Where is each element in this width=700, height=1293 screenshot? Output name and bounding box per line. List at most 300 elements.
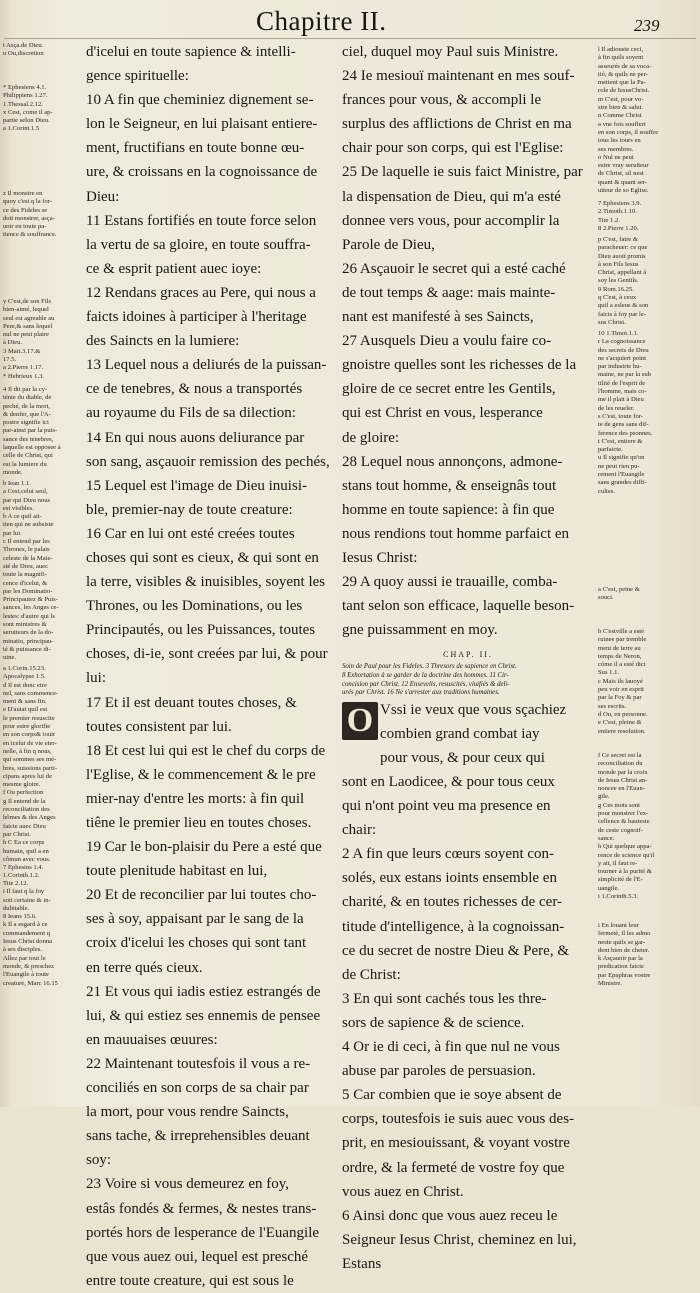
text-line: la mort, pour vous rendre Saincts,: [86, 1104, 289, 1121]
margin-note-line: noncee en l'Euan-: [598, 785, 645, 793]
text-line: choses qui sont es cieux, & qui sont en: [86, 549, 319, 566]
margin-note-line: rence de science qu'il: [598, 851, 655, 859]
text-line: 2 A fin que leurs cœurs soyent con-: [342, 846, 555, 863]
text-line: gence spirituelle:: [86, 68, 189, 85]
margin-note-line: cipans apres lui de: [3, 772, 52, 780]
margin-note-line: reconciliation du: [598, 760, 643, 768]
text-line: sont en Laodicee, & pour tous ceux: [342, 774, 555, 790]
text-line: 28 Lequel nous annonçons, admone-: [342, 453, 563, 470]
margin-note-line: Christ, appellant à: [598, 269, 647, 277]
margin-note-line: minatio, principau-: [3, 637, 54, 645]
text-line: la terre, visibles & inuisibles, soyent les: [86, 574, 326, 591]
text-line: en mauuaises œuures:: [86, 1031, 218, 1048]
text-line: Soin de Paul pour les Fideles. 3 Thresors de sapience en Christ.: [342, 663, 517, 671]
text-line: surplus des afflictions de Christ en ma: [342, 116, 572, 133]
margin-note-line: y C'est,de son Fils: [3, 298, 52, 305]
text-line: 10 A fin que cheminiez dignement se-: [86, 92, 314, 109]
text-line: que vous auez oui, lequel est presché: [86, 1248, 309, 1265]
chapter-opening: [342, 698, 594, 770]
text-line: son sang, asçauoir remission des pechés,: [86, 453, 330, 470]
margin-note-line: c Il entend par les: [3, 538, 50, 546]
text-line: corps, toutesfois ie suis auec vous des-: [342, 1111, 575, 1128]
margin-note-line: en son corps& iouir: [3, 731, 56, 739]
margin-note-line: est la lumiere du: [3, 460, 47, 468]
text-line: gne puissamment en moy.: [342, 622, 498, 639]
margin-note-line: lestes: d'autre qui ls: [3, 612, 55, 620]
margin-note-line: cultes.: [598, 487, 616, 495]
margin-note-line: mesme gloire.: [3, 781, 41, 789]
text-line: 24 Ie mesiouï maintenant en mes souf-: [342, 68, 575, 85]
text-line: au royaume du Fils de sa dilection:: [86, 405, 296, 422]
text-line: la vertu de sa gloire, en toute souffra-: [86, 236, 311, 253]
text-line: frances pour vous, & accompli le: [342, 92, 542, 109]
margin-note-line: tourner à la purité &: [598, 868, 652, 876]
text-line: lon le Seigneur, en lui plaisant entiere-: [86, 116, 318, 133]
margin-note-line: Principautez & Puis-: [3, 596, 58, 604]
margin-note-line: gile.: [598, 793, 610, 801]
text-line: conciliés en son corps de sa chair par: [86, 1080, 309, 1097]
margin-note-line: 17.5.: [3, 356, 17, 364]
margin-note-line: b A ce quil ait-: [3, 513, 42, 521]
margin-note-line: celle de Christ, qui: [3, 452, 53, 460]
margin-note-line: a 1.Corint.1.5: [3, 125, 40, 133]
margin-note-line: de Christ, sil nest: [598, 170, 644, 178]
text-line: ce du secret de nostre Dieu & Pere, &: [342, 942, 569, 959]
text-line: 16 Car en lui ont esté creées toutes: [86, 525, 295, 542]
margin-note-line: cellence & hauteste: [598, 818, 650, 826]
dropcap-letter: O: [342, 702, 378, 740]
margin-note-line: 8 2.Pierre 1.20.: [598, 224, 639, 232]
margin-note: [598, 236, 698, 327]
margin-note-line: ruinee par tremble: [598, 636, 647, 644]
margin-note-line: monde.: [3, 468, 23, 476]
verses-chapter-1-end: [342, 40, 594, 642]
text-line: ment, fructifians en toute bonne œu-: [86, 140, 305, 157]
margin-note-line: creature, Marc 16.15: [3, 979, 58, 987]
text-line: d'icelui en toute sapience & intelli-: [86, 44, 296, 60]
margin-note-line: 9 Rom.16.25.: [598, 285, 634, 293]
margin-note-line: b C'estville a esté: [598, 628, 645, 635]
text-line: soy:: [86, 1152, 112, 1169]
margin-note-line: sans grandes diffi-: [598, 479, 647, 487]
margin-note-line: le premier resuscite: [3, 714, 55, 722]
margin-note-line: nelle, à fin q nous,: [3, 747, 52, 755]
margin-note-line: en icelui de vie eter-: [3, 739, 57, 747]
chapter-summary: [342, 663, 594, 697]
text-column-right: [342, 40, 594, 1276]
margin-note-line: celeste de la Maie-: [3, 554, 53, 562]
text-line: Thrones, ou les Dominations, ou les: [86, 598, 303, 615]
margin-note-line: u Il signifie qu'on: [598, 454, 645, 462]
margin-note-line: g Ces mots sont: [598, 801, 640, 809]
margin-note-line: de Iesus Christ an-: [598, 776, 648, 784]
text-line: 14 En qui nous auons deliurance par: [86, 429, 305, 446]
margin-note-line: sté de Dieu, auec: [3, 562, 49, 570]
text-line: solés, eux estans ioints ensemble en: [342, 870, 557, 887]
text-line: chair:: [342, 822, 377, 839]
text-line: abuse par paroles de persuasion.: [342, 1063, 536, 1080]
margin-note-line: a C'est, peine &: [598, 586, 640, 593]
text-line: qui n'ont point veu ma presence en: [342, 798, 551, 815]
margin-note-line: asseurés de sa voca-: [598, 62, 652, 70]
margin-note-line: faicts à foy par le-: [598, 310, 646, 318]
text-line: 29 A quoy aussi ie trauaille, comba-: [342, 574, 558, 591]
text-line: croix d'icelui les choses qui sont tant: [86, 935, 307, 952]
margin-note-line: seul est agreable au: [3, 314, 55, 322]
text-line: sors de sapience & de science.: [342, 1014, 525, 1031]
text-line: toutes consistent par lui.: [86, 718, 232, 735]
margin-note-line: a 1.Corin.15.23.: [3, 665, 46, 672]
margin-note-line: sus Christ.: [598, 318, 626, 326]
margin-note-line: nul ne peut plaire: [3, 331, 49, 339]
margin-note-line: cóme il a esté dict: [598, 661, 646, 669]
margin-note-line: 8 Ieans 15.6.: [3, 913, 37, 921]
margin-note-line: peché, de la mort,: [3, 402, 51, 410]
margin-note-line: tien qui ne subsiste: [3, 521, 54, 529]
margin-note-line: par Epaphras vostre: [598, 971, 651, 979]
margin-note-line: ténie du diable, de: [3, 394, 52, 402]
margin-note-line: laquelle est opposee à: [3, 444, 61, 452]
margin-note-line: u Ou,discretion: [3, 50, 44, 58]
margin-note-line: ference des psonnes.: [598, 429, 653, 437]
margin-note-line: ses escrits.: [598, 702, 627, 710]
margin-note-line: rement l'Euangile: [598, 471, 645, 479]
text-line: vous auez en Christ.: [342, 1183, 464, 1200]
margin-note-line: 1.Corinth.1.2.: [3, 872, 40, 880]
margin-note-line: sont ministres &: [3, 621, 47, 629]
margin-note-line: p C'est, faire &: [598, 236, 639, 243]
margin-note-line: par lui.: [3, 529, 22, 537]
margin-note-line: entiere resolution.: [598, 727, 646, 735]
margin-note-line: 10 1.Timot.1.1.: [598, 330, 639, 337]
margin-note-line: postre signifie ici: [3, 419, 49, 427]
margin-note-line: h Qui quelque appa-: [598, 843, 652, 851]
margin-note-line: tous les iours en: [598, 137, 641, 145]
margin-note-line: k Asçauoir par la: [598, 955, 643, 963]
text-line: qui est Christ en vous, lesperance: [342, 405, 543, 422]
margin-note-line: uangile.: [598, 884, 620, 892]
margin-note-line: x Cest, come il ap-: [3, 108, 53, 116]
margin-note-line: peu voir en esprit: [598, 686, 644, 694]
margin-note-line: Tite 2.12.: [3, 880, 29, 887]
margin-note-line: tió, & quils ne per-: [598, 70, 648, 78]
text-line: concision par Christ. 12 Ensevelis, resuscités, viuifiés & deli-: [342, 680, 510, 688]
text-line: 25 De laquelle ie suis faict Ministre, par: [342, 164, 583, 181]
margin-note-line: g Il entend de la: [3, 797, 46, 805]
margin-note-line: mettent que la Pa-: [598, 79, 646, 87]
header-rule: [4, 38, 696, 39]
margin-note-line: role de IesusChrist.: [598, 87, 650, 95]
text-line: la dispensation de Dieu, qui m'a esté: [342, 188, 561, 205]
margin-note-line: monde par la croix: [598, 768, 648, 776]
margin-note-line: Pere,& sans lequel: [3, 322, 53, 330]
text-line: des Saincts en la lumiere:: [86, 333, 240, 350]
margin-note: [3, 84, 77, 134]
margin-note: [598, 46, 698, 195]
text-line: prit, en mesiouissant, & voyant vostre: [342, 1135, 570, 1152]
margin-note-line: f Ou perfection: [3, 789, 44, 797]
margin-note-line: neste quils se gar-: [598, 938, 646, 946]
text-line: Dieu:: [86, 188, 120, 205]
text-line: de tout temps & aage: mais mainte-: [342, 284, 556, 301]
margin-note-line: par qui Dieu nous: [3, 496, 51, 504]
text-line: 4 Or ie di ceci, à fin que nul ne vous: [342, 1039, 560, 1056]
margin-note-line: qui sommes ses mé-: [3, 756, 57, 764]
margin-note-line: cence d'icelui, &: [3, 579, 48, 587]
margin-note-line: reconciliation des: [3, 806, 50, 814]
margin-note-line: ment & sans fin.: [3, 698, 47, 706]
text-line: lui:: [86, 670, 107, 687]
margin-note-line: Allez par tout le: [3, 954, 46, 962]
margin-note-line: des secrets de Dieu: [598, 346, 649, 354]
margin-note-line: e D'autat quil est: [3, 706, 48, 714]
margin-note: [598, 922, 698, 988]
margin-note-line: predication faicte: [598, 963, 644, 971]
margin-note-line: sance des tenebres,: [3, 435, 54, 443]
margin-note-line: h C Ea ce corps: [3, 839, 45, 847]
margin-note-line: à Dieu.: [3, 339, 23, 347]
text-line: 21 Et vous qui iadis estiez estrangés de: [86, 983, 321, 1000]
margin-note-line: maine, ne par la sub: [598, 371, 651, 379]
text-line: 15 Lequel est l'image de Dieu inuisi-: [86, 477, 307, 494]
text-line: 5 Car combien que ie soye absent de: [342, 1087, 562, 1104]
margin-note-line: humain, quil a en: [3, 847, 49, 855]
text-line: tant selon son efficace, laquelle beson-: [342, 598, 575, 615]
margin-note-line: Dieu auoit promis: [598, 252, 646, 260]
text-line: urés par Christ. 16 Ne s'arrester aux traditions humaines.: [342, 689, 500, 697]
margin-note: [3, 665, 77, 881]
margin-note-line: Philippiens 1.27.: [3, 92, 48, 100]
margin-note-line: uoir en toute pa-: [3, 223, 47, 231]
margin-note-line: en son corps, il souffre: [598, 128, 659, 136]
margin-note-line: par la Foy & par: [598, 694, 642, 702]
margin-note-line: sances, les Anges ce-: [3, 604, 59, 612]
text-line: ble, premier-nay de toute creature:: [86, 501, 293, 518]
text-line: choses, di-ie, sont creées par lui, & pour: [86, 646, 328, 663]
margin-note-line: d Il est donc etre: [3, 681, 47, 689]
margin-note-line: 7 Ephesiens 3.9.: [598, 200, 642, 207]
margin-note-line: bien-aimé, lequel: [3, 306, 49, 314]
margin-note-line: parfaicte.: [598, 446, 623, 454]
margin-note-line: Tite 1.2.: [598, 216, 620, 224]
margin-note-line: est visibles.: [3, 504, 34, 512]
margin-note-line: Thrones, le palais: [3, 546, 50, 554]
text-line: nous rendions tout homme parfaict en: [342, 525, 570, 542]
margin-note-line: par les Dominatio-: [3, 587, 53, 595]
text-line: mier-nay d'entre les morts: à fin quil: [86, 790, 305, 807]
text-column-left: [86, 40, 336, 1293]
margin-note: [3, 880, 77, 988]
margin-note-line: i 1.Corinth.5.3.: [598, 893, 639, 901]
text-line: ordre, & la fermeté de vostre foy que: [342, 1159, 565, 1176]
margin-note-line: partie selon Dieu.: [3, 117, 50, 125]
text-line: titude d'intelligence, à la cognoissan-: [342, 918, 565, 935]
margin-note-line: pour monstrer l'ex-: [598, 810, 649, 818]
margin-note-line: tilité de l'esprit de: [598, 379, 646, 387]
text-line: 12 Rendans graces au Pere, qui nous a: [86, 284, 316, 301]
chapter-heading: CHAP. II.: [443, 650, 493, 660]
margin-note-line: * Hebrieux 1.3.: [3, 372, 45, 380]
margin-note-line: e C'est, pleine &: [598, 719, 642, 727]
margin-note-line: k Il a esgard à ce: [3, 921, 48, 929]
chapter-title: Chapitre II.: [256, 6, 387, 36]
text-line: entre toute creature, qui est sous le: [86, 1272, 294, 1289]
margin-note-line: par Christ.: [3, 830, 31, 838]
margin-note-line: de les reueler.: [598, 404, 635, 412]
margin-note: [3, 298, 77, 381]
text-line: de Christ:: [342, 966, 401, 983]
margin-note-line: 1.Thessal.2.12.: [3, 100, 43, 108]
margin-note-line: ment de terre au: [598, 644, 641, 652]
margin-note-line: bres, suissions parti-: [3, 764, 58, 772]
text-line: combien grand combat iay: [380, 725, 540, 742]
text-line: homme en toute sapience: à fin que: [342, 501, 555, 518]
margin-note-line: par industrie hu-: [598, 363, 642, 371]
margin-note-line: me il plait à Dieu: [598, 396, 644, 404]
margin-note-line: t Asça.de Dieu.: [3, 42, 44, 49]
margin-note-line: Ministre.: [598, 980, 622, 988]
text-line: faicts idoines à participer à l'heritage: [86, 309, 307, 326]
text-line: 11 Estans fortifiés en toute force selon: [86, 212, 317, 229]
margin-note-line: nel, sans commence-: [3, 689, 59, 697]
margin-note-line: cômun avec vous.: [3, 855, 51, 863]
margin-note-line: sance.: [598, 834, 615, 842]
margin-note-line: simplicité de l'E-: [598, 876, 643, 884]
text-line: ce & esprit patient auec ioye:: [86, 260, 262, 277]
margin-note-line: monde, & preschez: [3, 962, 55, 970]
margin-note-line: 7 Ephesins 1.4.: [3, 864, 44, 872]
text-line: 8 Exhortation à se garder de la doctrine des hommes. 11 Cir-: [342, 671, 509, 679]
text-line: donnee vers vous, pour accomplir la: [342, 212, 560, 229]
text-line: estâs fondés & fermes, & nestes trans-: [86, 1200, 317, 1217]
margin-note-line: f Ce secret est la: [598, 752, 642, 759]
text-line: pour vous, & pour ceux qui: [380, 749, 545, 766]
margin-note: [3, 386, 77, 477]
margin-note-line: l Il adiouste ceci,: [598, 46, 644, 53]
margin-note-line: q C'est, à ceux: [598, 294, 637, 302]
margin-note-line: Iesus Christ donna: [3, 938, 53, 946]
margin-note-line: i En louant leur: [598, 922, 639, 929]
margin-note-line: 4 Il dit par la cy-: [3, 386, 48, 393]
text-line: 19 Car le bon-plaisir du Pere a esté que: [86, 839, 322, 856]
margin-note-line: quoy c'est q la for-: [3, 198, 53, 206]
margin-note-line: fermeté, il les admo: [598, 930, 651, 938]
text-line: 6 Ainsi donc que vous auez receu le: [342, 1207, 558, 1224]
margin-note: [3, 42, 77, 59]
margin-note-line: à son Fils Iesus: [598, 260, 639, 268]
margin-note-line: l'Euangile à toute: [3, 971, 49, 979]
text-line: 20 Et de reconcilier par lui toutes cho-: [86, 887, 317, 904]
margin-note-line: s C'est, toute for-: [598, 412, 644, 420]
text-line: 22 Maintenant toutesfois il vous a re-: [86, 1055, 311, 1072]
margin-note-line: dent bien de cheter.: [598, 946, 650, 954]
margin-note-line: uiteur de so Eglise.: [598, 187, 649, 195]
page-number: 239: [634, 16, 660, 35]
margin-note-line: ne peut rien pu-: [598, 462, 640, 470]
text-line: portés hors de lesperance de l'Euangile: [86, 1224, 320, 1241]
margin-note-line: à fin quils soyent: [598, 54, 644, 62]
text-line: Parole de Dieu,: [342, 236, 435, 253]
text-line: l'Eglise, & le commencement & le pre: [86, 766, 316, 783]
verses-chapter-2: [342, 770, 594, 1276]
text-line: 27 Ausquels Dieu a voulu faire co-: [342, 333, 552, 350]
margin-note-line: y ait, il faut re-: [598, 859, 638, 867]
text-line: gloire de ce secret entre les Gentils,: [342, 381, 556, 398]
margin-note-line: toute la magnifi-: [3, 571, 47, 579]
margin-note-line: a vne fois souffert: [598, 120, 646, 128]
text-line: 23 Voire si vous demeurez en foy,: [86, 1176, 290, 1193]
margin-note-line: estre vray seruiteur: [598, 162, 649, 170]
text-line: Estans: [342, 1255, 382, 1272]
margin-note-line: Apocalypse 1.5.: [3, 673, 46, 681]
margin-note-line: à ses disciples.: [3, 946, 43, 954]
text-line: toute plenitude habitast en lui,: [86, 863, 268, 880]
margin-note-line: soy les Gentils.: [598, 277, 639, 285]
margin-note-line: par-ainsi par la puis-: [3, 427, 58, 435]
margin-note-line: hômes & des Anges: [3, 814, 56, 822]
text-line: ce de tenebres, & nous a transportés: [86, 381, 303, 398]
margin-note-line: m C'est, pour vo-: [598, 95, 644, 103]
margin-note-line: soit certaine & in-: [3, 896, 51, 904]
text-line: ciel, duquel moy Paul suis Ministre.: [342, 44, 559, 60]
margin-note-line: souci.: [598, 594, 614, 602]
margin-note: [3, 190, 77, 240]
text-line: gnoistre quelles sont les richesses de la: [342, 357, 577, 374]
text-line: Principautés, ou les Puissances, toutes: [86, 622, 316, 639]
text-line: Vssi ie veux que vous sçachiez: [380, 701, 567, 718]
margin-note: [598, 628, 698, 736]
margin-note-line: doit monstrer, asça-: [3, 214, 55, 222]
margin-note-line: temps de Neron,: [598, 652, 642, 660]
margin-note-line: i Il faut q la foy: [3, 888, 45, 896]
text-line: 18 Et cest lui qui est le chef du corps de: [86, 742, 326, 759]
margin-note: [598, 752, 698, 901]
margin-note-line: té & puissance di-: [3, 645, 51, 653]
margin-note-line: uine.: [3, 654, 17, 662]
text-line: nant est manifesté à ses Saincts,: [342, 309, 534, 326]
text-line: Seigneur Iesus Christ, cheminez en lui,: [342, 1231, 577, 1248]
running-header: [0, 6, 700, 36]
margin-note-line: seruiteurs de la do-: [3, 629, 54, 637]
margin-note-line: Sus 1.1.: [598, 669, 620, 677]
margin-note-line: l'homme, mais co-: [598, 388, 647, 396]
margin-note-line: 2.Timoth.1.10.: [598, 208, 637, 216]
margin-note-line: & denfer, que l'A-: [3, 410, 51, 418]
text-line: chair pour son corps, qui est l'Eglise:: [342, 140, 564, 157]
margin-note-line: pour estre glorifie: [3, 723, 51, 731]
margin-note-line: t C'est, entiere &: [598, 437, 643, 445]
text-line: lui, & qui estiez ses ennemis de pensee: [86, 1007, 321, 1024]
margin-note-line: d Ou, en personne.: [598, 710, 648, 718]
margin-note: [598, 200, 698, 233]
margin-note-line: te de gens sans dif-: [598, 421, 649, 429]
margin-note: [3, 480, 77, 663]
margin-note-line: ne s'acquiert point: [598, 354, 647, 362]
text-line: 3 En qui sont cachés tous les thre-: [342, 990, 547, 1007]
margin-note-line: quant & quant ser-: [598, 178, 648, 186]
text-line: Iesus Christ:: [342, 549, 418, 566]
text-line: 26 Asçauoir le secret qui a esté caché: [342, 260, 566, 277]
margin-note-line: paracheuer: ce que: [598, 244, 648, 252]
text-line: tiêne le premier lieu en toutes choses.: [86, 815, 312, 831]
margin-note-line: commandement q: [3, 929, 51, 937]
margin-note-line: n Comme Christ: [598, 112, 642, 120]
text-line: en terre qués cieux.: [86, 959, 203, 976]
margin-note-line: de ceste cognoif-: [598, 826, 644, 834]
margin-note: [598, 330, 698, 496]
margin-note-line: a 2.Pierre 1.17.: [3, 364, 44, 372]
margin-note-line: c Mais ils lauoyé: [598, 677, 643, 685]
